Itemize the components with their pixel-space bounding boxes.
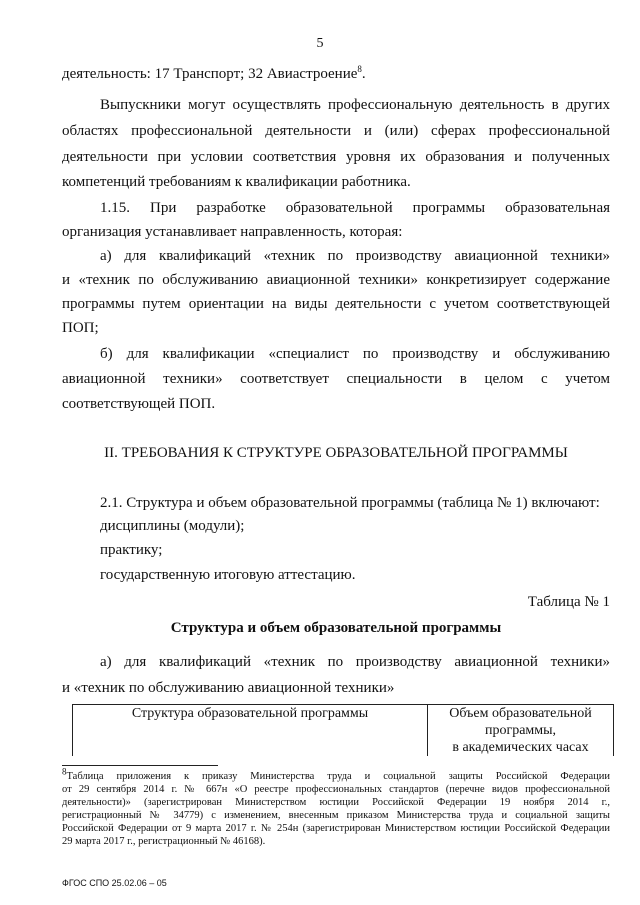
table-header-text: в академических часах (452, 740, 589, 755)
footnote-line: Российской Федерации от 9 марта 2017 г. № 254н (зарегистрирован Министерством юстиции Российской Федерации (62, 823, 610, 834)
paragraph-line: компетенций требованиям к квалификации работника. (62, 174, 411, 190)
table-header-text: Объем образовательной (449, 706, 592, 721)
paragraph-line: б) для квалификации «специалист по производству и обслуживанию (100, 346, 610, 362)
list-item: практику; (100, 542, 163, 558)
paragraph-line: авиационной техники» соответствует специальности в целом с учетом (62, 371, 610, 387)
table-label: Таблица № 1 (527, 594, 610, 610)
paragraph-line: ПОП; (62, 320, 99, 336)
paragraph-line: и «техник по обслуживанию авиационной техники» конкретизирует содержание (62, 272, 610, 288)
document-code: ФГОС СПО 25.02.06 – 05 (62, 878, 167, 888)
list-item: дисциплины (модули); (100, 518, 245, 534)
table-header-cell (428, 705, 614, 757)
table-title: Структура и объем образовательной программы (170, 620, 502, 636)
paragraph-line: 2.1. Структура и объем образовательной программы (таблица № 1) включают: (100, 495, 600, 511)
paragraph-line: деятельности при условии соответствия уровня их образования и полученных (62, 149, 610, 165)
footnote-text: Таблица приложения к приказу Министерства труда и социальной защиты Российской Федерации (66, 771, 610, 782)
paragraph-line: а) для квалификаций «техник по производству авиационной техники» (100, 248, 610, 264)
table-header-text: Структура образовательной программы (131, 706, 369, 721)
table-header-row (73, 705, 614, 757)
paragraph-line: программы путем ориентации на виды деятельности с учетом соответствующей (62, 296, 610, 312)
paragraph-line: а) для квалификаций «техник по производству авиационной техники» (100, 654, 610, 670)
paragraph-line: областях профессиональной деятельности и (или) сферах профессиональной (62, 123, 610, 139)
paragraph-line: Выпускники могут осуществлять профессиональную деятельность в других (100, 97, 610, 113)
footnote-line: регистрационный № 34779) с изменением, внесенным приказом Министерства труда и социальной защиты (62, 810, 610, 821)
list-item: государственную итоговую аттестацию. (100, 567, 356, 583)
paragraph-line: организация устанавливает направленность, которая: (62, 224, 403, 240)
table-header-cell (73, 705, 428, 757)
footnote-marker: 8 (357, 64, 362, 74)
paragraph-line: и «техник по обслуживанию авиационной техники» (62, 680, 395, 696)
footnote-line: 29 марта 2017 г., регистрационный № 46168). (62, 836, 266, 847)
paragraph-line (62, 64, 610, 84)
text-span: деятельность: 17 Транспорт; 32 Авиастроение (62, 66, 358, 82)
paragraph-line: соответствующей ПОП. (62, 396, 216, 412)
page-number: 5 (316, 36, 324, 51)
text-span: . (361, 66, 366, 82)
footnote-line (62, 766, 610, 783)
section-heading: II. ТРЕБОВАНИЯ К СТРУКТУРЕ ОБРАЗОВАТЕЛЬНОЙ ПРОГРАММЫ (104, 445, 568, 461)
paragraph-line: 1.15. При разработке образовательной программы образовательная (100, 200, 610, 216)
footnote-line: деятельности)» (зарегистрирован Министерством юстиции Российской Федерации 19 ноября 2014 г., (62, 797, 610, 808)
footnote-line: от 29 сентября 2014 г. № 667н «О реестре профессиональных стандартов (перечне видов профессиональной (62, 784, 610, 795)
structure-table (72, 704, 614, 756)
footnote-marker: 8 (62, 766, 67, 777)
table-header-text: программы, (484, 723, 557, 738)
footnote-divider (62, 765, 218, 766)
